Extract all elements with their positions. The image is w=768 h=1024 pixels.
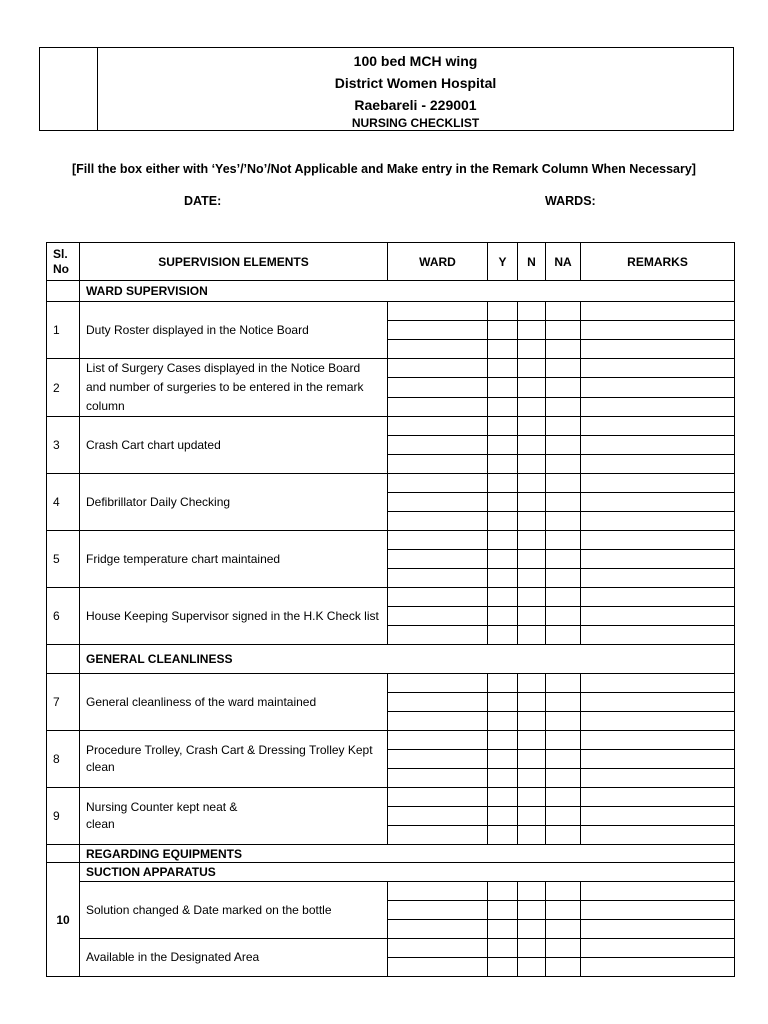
item-number: 10 [47, 863, 80, 977]
n-cell[interactable] [518, 588, 546, 607]
na-cell[interactable] [546, 359, 581, 378]
y-cell[interactable] [488, 340, 518, 359]
n-cell[interactable] [518, 607, 546, 626]
na-cell[interactable] [546, 512, 581, 531]
remarks-cell[interactable] [581, 826, 735, 845]
ward-cell[interactable] [388, 455, 488, 474]
na-cell[interactable] [546, 807, 581, 826]
remarks-cell[interactable] [581, 531, 735, 550]
na-cell[interactable] [546, 397, 581, 416]
remarks-cell[interactable] [581, 920, 735, 939]
table-row [47, 731, 735, 750]
y-cell[interactable] [488, 788, 518, 807]
remarks-cell[interactable] [581, 550, 735, 569]
remarks-cell[interactable] [581, 340, 735, 359]
item-number: 2 [47, 359, 80, 417]
remarks-cell[interactable] [581, 302, 735, 321]
remarks-cell[interactable] [581, 512, 735, 531]
header-checklist-title: NURSING CHECKLIST [351, 116, 480, 130]
n-cell[interactable] [518, 712, 546, 731]
ward-cell[interactable] [388, 436, 488, 455]
remarks-cell[interactable] [581, 712, 735, 731]
na-cell[interactable] [546, 321, 581, 340]
wards-label: WARDS: [545, 194, 596, 208]
y-cell[interactable] [488, 550, 518, 569]
na-cell[interactable] [546, 474, 581, 493]
y-cell[interactable] [488, 769, 518, 788]
ward-cell[interactable] [388, 826, 488, 845]
na-cell[interactable] [546, 550, 581, 569]
na-cell[interactable] [546, 712, 581, 731]
section-row [47, 281, 735, 302]
date-label: DATE: [184, 194, 222, 208]
item-text: House Keeping Supervisor signed in the H.K Check list [80, 588, 388, 645]
checklist-table [46, 242, 735, 977]
na-cell[interactable] [546, 769, 581, 788]
n-cell[interactable] [518, 769, 546, 788]
table-row [47, 882, 735, 901]
na-cell[interactable] [546, 939, 581, 958]
header-sl-no: Sl. No [47, 243, 80, 281]
header-ward: WARD [388, 243, 488, 281]
y-cell[interactable] [488, 626, 518, 645]
remarks-cell[interactable] [581, 474, 735, 493]
header-box [39, 47, 734, 131]
y-cell[interactable] [488, 531, 518, 550]
na-cell[interactable] [546, 607, 581, 626]
remarks-cell[interactable] [581, 807, 735, 826]
table-row [47, 359, 735, 378]
na-cell[interactable] [546, 958, 581, 977]
n-cell[interactable] [518, 417, 546, 436]
remarks-cell[interactable] [581, 693, 735, 712]
n-cell[interactable] [518, 302, 546, 321]
remarks-cell[interactable] [581, 397, 735, 416]
header-supervision-elements: SUPERVISION ELEMENTS [80, 243, 388, 281]
item-text: Duty Roster displayed in the Notice Board [80, 302, 388, 359]
item-text: Procedure Trolley, Crash Cart & Dressing Trolley Kept clean [80, 731, 388, 788]
n-cell[interactable] [518, 958, 546, 977]
na-cell[interactable] [546, 920, 581, 939]
n-cell[interactable] [518, 882, 546, 901]
remarks-cell[interactable] [581, 588, 735, 607]
item-10-sub-2: Available in the Designated Area [80, 939, 388, 977]
header-y: Y [488, 243, 518, 281]
n-cell[interactable] [518, 436, 546, 455]
y-cell[interactable] [488, 474, 518, 493]
na-cell[interactable] [546, 731, 581, 750]
ward-cell[interactable] [388, 712, 488, 731]
remarks-cell[interactable] [581, 493, 735, 512]
ward-cell[interactable] [388, 550, 488, 569]
y-cell[interactable] [488, 750, 518, 769]
item-text: List of Surgery Cases displayed in the Notice Board and number of surgeries to be entered in the remark column [80, 359, 388, 417]
remarks-cell[interactable] [581, 378, 735, 397]
ward-cell[interactable] [388, 359, 488, 378]
y-cell[interactable] [488, 302, 518, 321]
n-cell[interactable] [518, 674, 546, 693]
n-cell[interactable] [518, 455, 546, 474]
section-general-cleanliness: GENERAL CLEANLINESS [80, 645, 735, 674]
ward-cell[interactable] [388, 750, 488, 769]
table-row [47, 939, 735, 958]
y-cell[interactable] [488, 512, 518, 531]
ward-cell[interactable] [388, 882, 488, 901]
na-cell[interactable] [546, 826, 581, 845]
item-number: 7 [47, 674, 80, 731]
table-row [47, 588, 735, 607]
header-wing: 100 bed MCH wing [353, 53, 478, 69]
section-ward-supervision: WARD SUPERVISION [80, 281, 735, 302]
na-cell[interactable] [546, 750, 581, 769]
ward-cell[interactable] [388, 939, 488, 958]
n-cell[interactable] [518, 359, 546, 378]
y-cell[interactable] [488, 826, 518, 845]
y-cell[interactable] [488, 920, 518, 939]
header-n: N [518, 243, 546, 281]
remarks-cell[interactable] [581, 321, 735, 340]
na-cell[interactable] [546, 626, 581, 645]
na-cell[interactable] [546, 436, 581, 455]
na-cell[interactable] [546, 693, 581, 712]
item-10-title: SUCTION APPARATUS [80, 863, 735, 882]
ward-cell[interactable] [388, 769, 488, 788]
n-cell[interactable] [518, 512, 546, 531]
y-cell[interactable] [488, 939, 518, 958]
n-cell[interactable] [518, 569, 546, 588]
item-text: General cleanliness of the ward maintained [80, 674, 388, 731]
n-cell[interactable] [518, 750, 546, 769]
na-cell[interactable] [546, 455, 581, 474]
na-cell[interactable] [546, 378, 581, 397]
na-cell[interactable] [546, 493, 581, 512]
n-cell[interactable] [518, 807, 546, 826]
n-cell[interactable] [518, 626, 546, 645]
remarks-cell[interactable] [581, 731, 735, 750]
n-cell[interactable] [518, 474, 546, 493]
item-number: 1 [47, 302, 80, 359]
na-cell[interactable] [546, 588, 581, 607]
ward-cell[interactable] [388, 397, 488, 416]
remarks-cell[interactable] [581, 939, 735, 958]
ward-cell[interactable] [388, 920, 488, 939]
n-cell[interactable] [518, 531, 546, 550]
y-cell[interactable] [488, 493, 518, 512]
y-cell[interactable] [488, 455, 518, 474]
na-cell[interactable] [546, 417, 581, 436]
ward-cell[interactable] [388, 958, 488, 977]
n-cell[interactable] [518, 731, 546, 750]
item-10-sub-1: Solution changed & Date marked on the bottle [80, 882, 388, 939]
header-logo-cell [40, 48, 98, 130]
y-cell[interactable] [488, 417, 518, 436]
table-row [47, 674, 735, 693]
y-cell[interactable] [488, 588, 518, 607]
y-cell[interactable] [488, 436, 518, 455]
y-cell[interactable] [488, 807, 518, 826]
n-cell[interactable] [518, 493, 546, 512]
table-row [47, 863, 735, 882]
na-cell[interactable] [546, 531, 581, 550]
ward-cell[interactable] [388, 626, 488, 645]
na-cell[interactable] [546, 882, 581, 901]
remarks-cell[interactable] [581, 901, 735, 920]
y-cell[interactable] [488, 397, 518, 416]
remarks-cell[interactable] [581, 674, 735, 693]
na-cell[interactable] [546, 788, 581, 807]
ward-cell[interactable] [388, 417, 488, 436]
item-number: 4 [47, 474, 80, 531]
n-cell[interactable] [518, 321, 546, 340]
table-row [47, 531, 735, 550]
header-address: Raebareli - 229001 [354, 97, 477, 113]
y-cell[interactable] [488, 901, 518, 920]
section-regarding-equipments: REGARDING EQUIPMENTS [80, 845, 735, 863]
table-row [47, 417, 735, 436]
remarks-cell[interactable] [581, 626, 735, 645]
y-cell[interactable] [488, 693, 518, 712]
ward-cell[interactable] [388, 607, 488, 626]
remarks-cell[interactable] [581, 436, 735, 455]
ward-cell[interactable] [388, 807, 488, 826]
n-cell[interactable] [518, 550, 546, 569]
item-text: Nursing Counter kept neat & clean [80, 788, 388, 845]
remarks-cell[interactable] [581, 359, 735, 378]
ward-cell[interactable] [388, 378, 488, 397]
y-cell[interactable] [488, 674, 518, 693]
remarks-cell[interactable] [581, 607, 735, 626]
n-cell[interactable] [518, 788, 546, 807]
na-cell[interactable] [546, 340, 581, 359]
ward-cell[interactable] [388, 731, 488, 750]
ward-cell[interactable] [388, 788, 488, 807]
y-cell[interactable] [488, 712, 518, 731]
y-cell[interactable] [488, 321, 518, 340]
ward-cell[interactable] [388, 493, 488, 512]
remarks-cell[interactable] [581, 750, 735, 769]
remarks-cell[interactable] [581, 788, 735, 807]
y-cell[interactable] [488, 607, 518, 626]
item-text: Defibrillator Daily Checking [80, 474, 388, 531]
ward-cell[interactable] [388, 474, 488, 493]
ward-cell[interactable] [388, 321, 488, 340]
ward-cell[interactable] [388, 588, 488, 607]
item-number: 6 [47, 588, 80, 645]
na-cell[interactable] [546, 674, 581, 693]
y-cell[interactable] [488, 731, 518, 750]
n-cell[interactable] [518, 920, 546, 939]
ward-cell[interactable] [388, 512, 488, 531]
item-text: Fridge temperature chart maintained [80, 531, 388, 588]
remarks-cell[interactable] [581, 882, 735, 901]
remarks-cell[interactable] [581, 769, 735, 788]
section-row [47, 845, 735, 863]
item-number: 3 [47, 417, 80, 474]
n-cell[interactable] [518, 939, 546, 958]
ward-cell[interactable] [388, 569, 488, 588]
y-cell[interactable] [488, 569, 518, 588]
remarks-cell[interactable] [581, 569, 735, 588]
n-cell[interactable] [518, 693, 546, 712]
remarks-cell[interactable] [581, 417, 735, 436]
y-cell[interactable] [488, 958, 518, 977]
instruction-text: [Fill the box either with ‘Yes’/’No’/Not Applicable and Make entry in the Remark Column When Necessary] [72, 162, 696, 176]
item-number: 8 [47, 731, 80, 788]
item-number: 5 [47, 531, 80, 588]
y-cell[interactable] [488, 882, 518, 901]
header-na: NA [546, 243, 581, 281]
remarks-cell[interactable] [581, 455, 735, 474]
ward-cell[interactable] [388, 901, 488, 920]
n-cell[interactable] [518, 397, 546, 416]
ward-cell[interactable] [388, 674, 488, 693]
ward-cell[interactable] [388, 340, 488, 359]
na-cell[interactable] [546, 569, 581, 588]
n-cell[interactable] [518, 826, 546, 845]
table-row [47, 302, 735, 321]
na-cell[interactable] [546, 901, 581, 920]
header-remarks: REMARKS [581, 243, 735, 281]
remarks-cell[interactable] [581, 958, 735, 977]
header-text [98, 48, 733, 130]
n-cell[interactable] [518, 901, 546, 920]
y-cell[interactable] [488, 359, 518, 378]
n-cell[interactable] [518, 378, 546, 397]
table-row [47, 474, 735, 493]
ward-cell[interactable] [388, 302, 488, 321]
item-text: Crash Cart chart updated [80, 417, 388, 474]
ward-cell[interactable] [388, 693, 488, 712]
table-header-row [47, 243, 735, 281]
header-hospital: District Women Hospital [334, 75, 497, 91]
item-number: 9 [47, 788, 80, 845]
y-cell[interactable] [488, 378, 518, 397]
n-cell[interactable] [518, 340, 546, 359]
ward-cell[interactable] [388, 531, 488, 550]
section-row [47, 645, 735, 674]
na-cell[interactable] [546, 302, 581, 321]
table-row [47, 788, 735, 807]
